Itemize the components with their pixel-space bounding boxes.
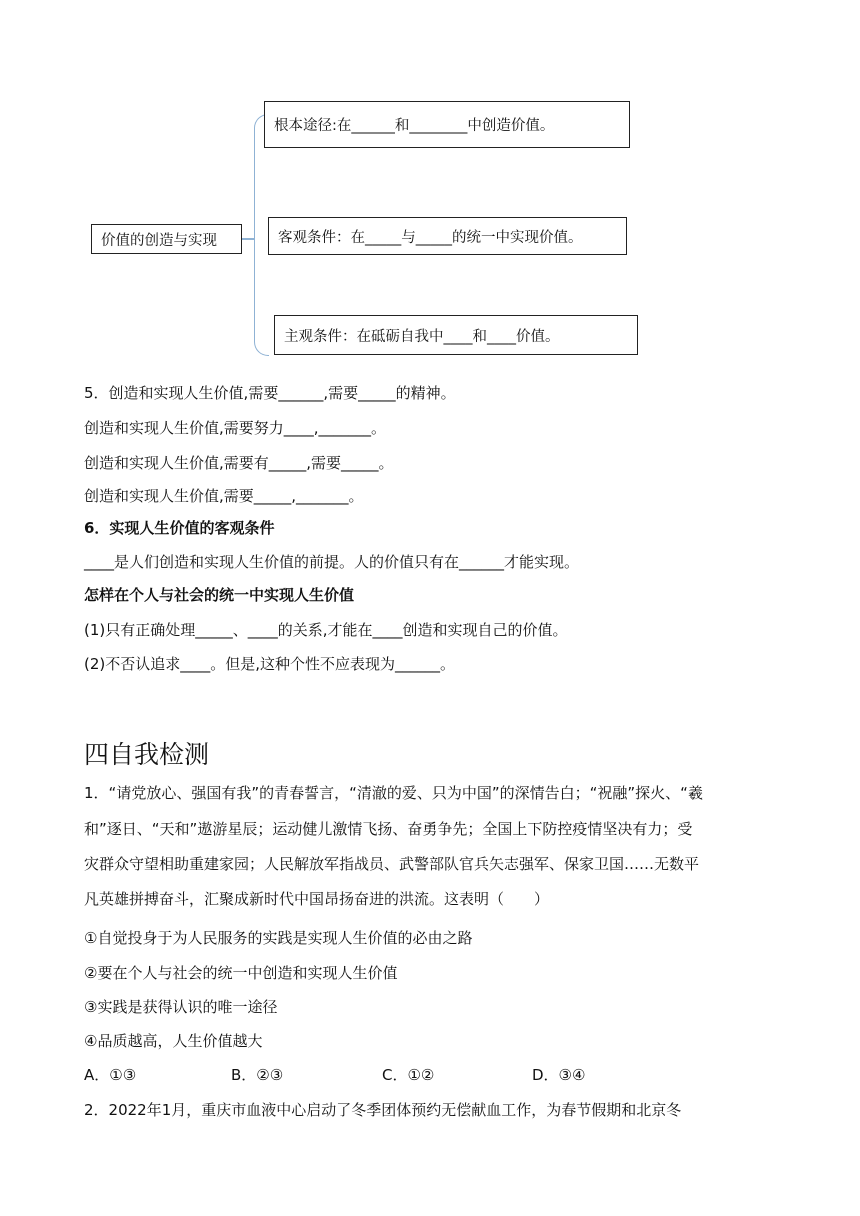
option-a: A．①③	[84, 1066, 137, 1084]
diagram-branch-label: 根本途径:在______和________中创造价值。	[274, 118, 555, 134]
text-line: (1)只有正确处理_____、____的关系,才能在____创造和实现自己的价值。	[84, 621, 568, 639]
diagram-branch-label: 客观条件：在_____与_____的统一中实现价值。	[278, 229, 583, 246]
question-line: 2．2022年1月，重庆市血液中心启动了冬季团体预约无偿献血工作，为春节假期和北京冬	[84, 1101, 682, 1119]
option-b: B．②③	[231, 1066, 284, 1084]
statement-item: ③实践是获得认识的唯一途径	[84, 998, 278, 1016]
text-line: 5．创造和实现人生价值,需要______,需要_____的精神。	[84, 384, 456, 402]
question-line: 1．“请党放心、强国有我”的青春誓言，“清澈的爱、只为中国”的深情告白；“祝融”探火、“羲	[84, 784, 703, 802]
diagram-branch-box	[264, 101, 630, 148]
text-line: 创造和实现人生价值,需要努力____,_______。	[84, 419, 387, 437]
question-line: 凡英雄拼搏奋斗，汇聚成新时代中国昂扬奋进的洪流。这表明（ ）	[84, 890, 550, 908]
diagram-root-label: 价值的创造与实现	[101, 232, 217, 249]
option-d: D．③④	[532, 1066, 586, 1084]
statement-item: ②要在个人与社会的统一中创造和实现人生价值	[84, 964, 398, 982]
text-line: (2)不否认追求____。但是,这种个性不应表现为______。	[84, 655, 456, 673]
statement-item: ①自觉投身于为人民服务的实践是实现人生价值的必由之路	[84, 929, 473, 947]
section-heading: 6．实现人生价值的客观条件	[84, 519, 275, 537]
question-line: 和”逐日、“天和”遨游星辰；运动健儿激情飞扬、奋勇争先；全国上下防控疫情坚决有力；受	[84, 820, 693, 838]
diagram-branch-label: 主观条件：在砥砺自我中____和____价值。	[284, 328, 560, 345]
option-c: C．①②	[382, 1066, 435, 1084]
text-line: ____是人们创造和实现人生价值的前提。人的价值只有在______才能实现。	[84, 553, 580, 571]
statement-item: ④品质越高，人生价值越大	[84, 1032, 263, 1050]
diagram-root-box	[91, 224, 242, 254]
diagram-bracket	[254, 114, 269, 356]
diagram-branch-box	[268, 217, 627, 255]
text-line: 创造和实现人生价值,需要有_____,需要_____。	[84, 454, 394, 472]
diagram-connector	[242, 238, 254, 240]
page-title: 四自我检测	[84, 740, 210, 769]
question-line: 灾群众守望相助重建家园；人民解放军指战员、武警部队官兵矢志强军、保家卫国……无数平	[84, 855, 700, 873]
diagram-branch-box	[274, 315, 638, 355]
text-line: 创造和实现人生价值,需要_____,_______。	[84, 487, 364, 505]
section-heading: 怎样在个人与社会的统一中实现人生价值	[84, 586, 355, 604]
